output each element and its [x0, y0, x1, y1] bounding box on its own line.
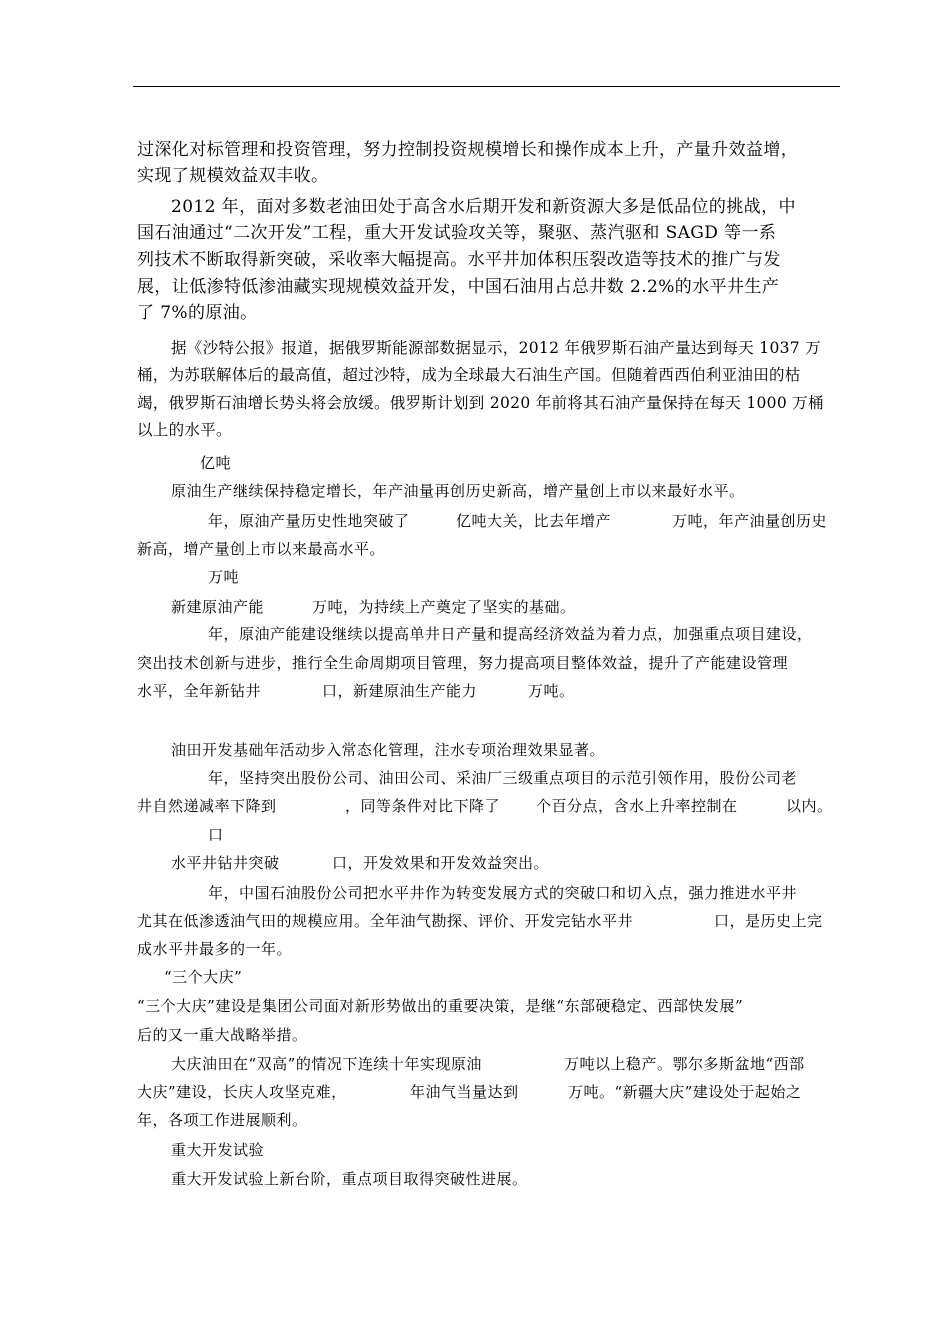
- section-heading: “三个大庆”: [164, 968, 243, 986]
- text-fragment: 个百分点，含水上升率控制在: [536, 797, 738, 815]
- text-line: 竭，俄罗斯石油增长势头将会放缓。俄罗斯计划到 2020 年前将其石油产量保持在每天 1000 万桶: [137, 394, 824, 412]
- text-line: 2012 年，面对多数老油田处于高含水后期开发和新资源大多是低品位的挑战，中: [171, 197, 796, 217]
- text-line: 年，各项工作进展顺利。: [137, 1111, 308, 1129]
- text-line: 列技术不断取得新突破，采收率大幅提高。水平井加体积压裂改造等技术的推广与发: [137, 250, 781, 270]
- text-fragment: 亿吨大关，比去年增产: [456, 512, 612, 530]
- text-line: 实现了规模效益双丰收。: [137, 166, 329, 186]
- text-line: 了 7%的原油。: [137, 303, 258, 323]
- text-line: 年，中国石油股份公司把水平井作为转变发展方式的突破口和切入点，强力推进水平井: [208, 884, 798, 902]
- text-fragment: 以内。: [786, 797, 833, 815]
- text-fragment: 万吨，年产油量创历史: [672, 512, 828, 530]
- text-line: 突出技术创新与进步，推行全生命周期项目管理，努力提高项目整体效益，提升了产能建设管理: [137, 654, 789, 672]
- unit-label: 口: [208, 826, 224, 844]
- text-line: 年，原油产能建设继续以提高单井日产量和提高经济效益为着力点，加强重点项目建设，: [208, 625, 813, 643]
- text-line: 过深化对标管理和投资管理，努力控制投资规模增长和操作成本上升，产量升效益增，: [137, 140, 799, 160]
- text-fragment: 大庆”建设，长庆人攻坚克难，: [137, 1083, 347, 1101]
- text-line: 成水平井最多的一年。: [137, 940, 293, 958]
- section-heading: 水平井钻井突破: [171, 854, 280, 872]
- header-rule: [133, 86, 840, 87]
- section-heading: 重大开发试验: [171, 1141, 265, 1159]
- text-line: 新高，增产量创上市以来最高水平。: [137, 540, 386, 558]
- text-fragment: 水平，全年新钻井: [137, 682, 262, 700]
- text-fragment: 年油气当量达到: [410, 1083, 519, 1101]
- text-fragment: 万吨。“新疆大庆”建设处于起始之: [568, 1083, 802, 1101]
- text-fragment: ，同等条件对比下降了: [345, 797, 501, 815]
- text-fragment: 口，是历史上完: [714, 912, 823, 930]
- text-line: “三个大庆”建设是集团公司面对新形势做出的重要决策，是继“东部硬稳定、西部快发展”: [137, 997, 744, 1015]
- text-fragment: 万吨。: [528, 682, 575, 700]
- text-line: 年，坚持突出股份公司、油田公司、采油厂三级重点项目的示范引领作用，股份公司老: [208, 769, 798, 787]
- unit-label: 万吨: [208, 568, 240, 586]
- section-heading: 原油生产继续保持稳定增长，年产油量再创历史新高，增产量创上市以来最好水平。: [171, 482, 745, 500]
- text-line: 展，让低渗特低渗油藏实现规模效益开发，中国石油用占总井数 2.2%的水平井生产: [137, 277, 780, 297]
- text-fragment: 尤其在低渗透油气田的规模应用。全年油气勘探、评价、开发完钻水平井: [137, 912, 634, 930]
- section-heading: 万吨，为持续上产奠定了坚实的基础。: [312, 598, 576, 616]
- text-line: 重大开发试验上新台阶，重点项目取得突破性进展。: [171, 1170, 528, 1188]
- text-line: 后的又一重大战略举措。: [137, 1026, 308, 1044]
- unit-label: 亿吨: [200, 454, 232, 472]
- text-fragment: 万吨以上稳产。鄂尔多斯盆地“西部: [564, 1055, 805, 1073]
- section-heading: 油田开发基础年活动步入常态化管理，注水专项治理效果显著。: [171, 741, 606, 759]
- text-fragment: 年，原油产量历史性地突破了: [208, 512, 410, 530]
- text-fragment: 口，新建原油生产能力: [322, 682, 478, 700]
- section-heading: 新建原油产能: [171, 598, 265, 616]
- text-line: 国石油通过“二次开发”工程，重大开发试验攻关等，聚驱、蒸汽驱和 SAGD 等一系: [137, 223, 777, 243]
- text-fragment: 大庆油田在“双高”的情况下连续十年实现原油: [171, 1055, 482, 1073]
- text-line: 以上的水平。: [137, 421, 232, 439]
- text-line: 据《沙特公报》报道，据俄罗斯能源部数据显示，2012 年俄罗斯石油产量达到每天 1037 万: [171, 339, 821, 357]
- text-line: 桶，为苏联解体后的最高值，超过沙特，成为全球最大石油生产国。但随着西西伯利亚油田的枯: [137, 366, 801, 384]
- section-heading: 口，开发效果和开发效益突出。: [332, 854, 550, 872]
- text-fragment: 井自然递减率下降到: [137, 797, 277, 815]
